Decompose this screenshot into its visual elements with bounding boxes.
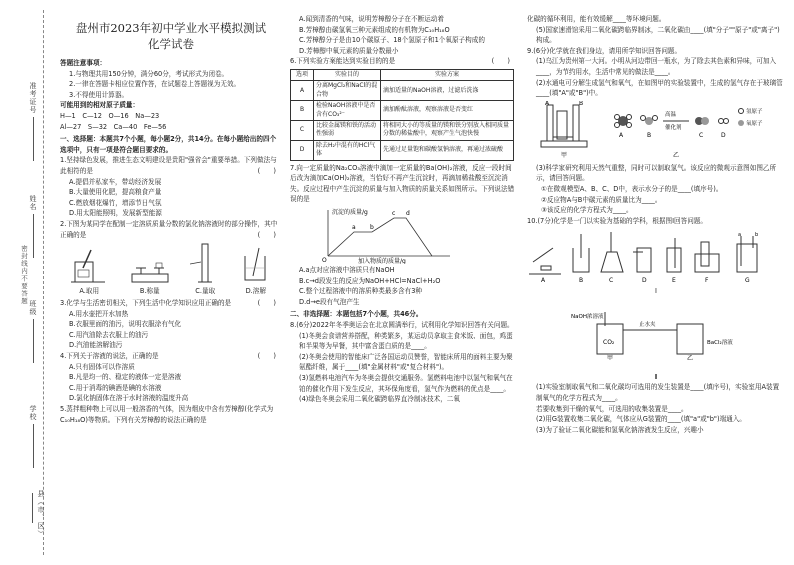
field-class[interactable]: 班级 (28, 300, 38, 363)
graph-ylabel: 沉淀的质量/g (332, 209, 368, 216)
table-header-row: 选项 实验目的 实验方案 (291, 69, 514, 80)
question-7: 7.向一定质量的Na₂CO₃溶液中滴加一定质量的Ba(OH)₂溶液，反应一段时间后改为滴加Ca(OH)₂溶液，当恰好不再产生沉淀时，再滴加稀盐酸至沉淀消失。反应过程中产生沉淀的质量与加入物质的质量关系如图所示。下列说法错误的是 (290, 163, 515, 204)
svg-text:F: F (705, 277, 709, 283)
option: C.用于消毒的碘酒是碘的水溶液 (69, 383, 162, 392)
atomic-mass-title: 可能用到的相对原子质量： (60, 101, 140, 110)
graph-point-label: b (370, 224, 374, 231)
answer-bracket[interactable]: ( ) (257, 230, 276, 239)
sub-question: (3)为了验证二氧化碳能和氢氧化钠溶液发生反应，兴趣小 (536, 425, 704, 434)
option: A.提倡并私家车，带动经济发展 (69, 177, 162, 186)
option: D.氯化钠固体在溶于水时溶液的温度升高 (69, 394, 189, 403)
option: A.闻到清香的气味，说明芳樟醇分子在不断运动着 (299, 15, 444, 23)
question-4: 4.下列关于溶液的说法，正确的是 ( ) (60, 351, 282, 362)
figure-take: A.取用 (69, 248, 109, 297)
svg-text:A: A (541, 277, 546, 283)
question-8: 8.(6分)2022年冬季奥运会在北京圆满举行，试利用化学知识回答有关问题。 (290, 320, 514, 329)
field-county[interactable]: 县（市、区） (28, 490, 46, 565)
q10-apparatus-2 (527, 310, 785, 370)
svg-text:B: B (647, 131, 652, 139)
figure-weigh: B.称量 (128, 248, 172, 297)
svg-text:C: C (699, 131, 704, 139)
label-naoh: NaOH浓溶液 (571, 314, 604, 321)
graph-point-label: a (352, 224, 356, 231)
graph-xlabel: 加入物质的质量/g (358, 258, 406, 264)
sub-question: (2)用G装置收集二氧化碳，气体应从G装置的____(填"a"或"b")端通入。 (536, 415, 746, 424)
fig-label-yi: 乙 (673, 151, 680, 159)
atomic-mass-line: Al—27 S—32 Ca—40 Fe—56 (60, 122, 167, 131)
notice-item: 1.与物理共用150分钟，满分60分，考试形式为闭卷。 (69, 69, 229, 78)
binding-dashed-line (43, 10, 44, 555)
sub-question: (1)冬奥会食谱营养搭配，种类繁多，某运动员拿取主食米饭、面包，鸡蛋和半果等为早餐，其中富含蛋白质的是____。 (299, 331, 513, 351)
field-school[interactable]: 学校 (28, 405, 38, 468)
answer-bracket[interactable]: ( ) (257, 352, 276, 361)
svg-text:D: D (642, 277, 647, 283)
graph-point-label: c (392, 210, 396, 217)
svg-text:C: C (609, 277, 614, 283)
fig-1-label: Ⅰ (655, 286, 657, 295)
sub-question: ③该反应的化学方程式为____。 (541, 206, 633, 215)
section-1-heading: 一、选择题：本题共7个小题，每小题2分，共14分。在每小题给出的四个选项中，只有一项是符合题目要求的。 (60, 135, 277, 154)
question-2: 2.下图为某同学在配制一定溶质质量分数的氯化钠溶液时的部分操作，其中正确的是 ( ) (60, 219, 282, 240)
fig-label-jia: 甲 (561, 151, 568, 159)
table-row: C 比较金属镁和铁的活动性强弱 将相同大小的等质量的镁和铁分别放入相同质量分数的稀盐酸中，观察产生气泡快慢 (291, 121, 514, 141)
answer-bracket[interactable]: ( ) (491, 57, 510, 66)
option: D.芳樟醇中氧元素的质量分数最小 (299, 46, 399, 55)
table-row: D 除去H₂中混有的HCl气体 先通过足量饱和碳酸氢钠溶液，再通过浓硫酸 (291, 140, 514, 160)
column-3 (527, 14, 785, 435)
option: D.用太阳能照明，发展新型能源 (69, 209, 162, 218)
exam-title: 盘州市2023年初中学业水平模拟测试 (75, 21, 267, 35)
table-row: B 检验NaOH溶液中是否含有CO₃²⁻ 滴加酚酞溶液，观察溶液是否变红 (291, 101, 514, 121)
q10-apparatus-1 (527, 228, 785, 308)
svg-text:E: E (672, 277, 676, 283)
option: A.只有固体可以作溶质 (69, 362, 135, 371)
sub-question: ①在微观模型A、B、C、D中，表示水分子的是____(填序号)。 (541, 184, 723, 193)
label-co2: CO₂ (603, 339, 615, 347)
graph-point-label: d (406, 210, 410, 217)
option: A.用水壶把开水加热 (69, 309, 129, 318)
answer-bracket[interactable]: ( ) (257, 166, 276, 175)
option: B.c→d段发生的反应为NaOH+HCl=NaCl+H₂O (299, 276, 441, 285)
svg-text:G: G (745, 277, 750, 283)
option: B.衣服里面的油污，说明衣服涂有气化 (69, 320, 182, 329)
question-9: 9.(6分)化学就在我们身边，请用所学知识回答问题。 (527, 46, 682, 55)
sub-question: 若要收集到干燥的氧气，可选用的收集装置是____。 (536, 404, 688, 413)
svg-text:a: a (738, 232, 742, 239)
q7-graph (314, 206, 516, 264)
sealing-line-note: 密封线内不要答题 (20, 245, 28, 305)
option: D.汽油能溶解油污 (69, 341, 123, 350)
svg-text:D: D (721, 131, 726, 139)
option: A.a点对应溶液中溶质只有NaOH (299, 266, 395, 274)
sub-question: (5)国家速滑馆采用二氧化碳跨临界制冰，二氧化碳由____(填"分子""原子"或"离子")构成。 (536, 25, 780, 45)
question-10: 10.(7分)化学是一门以实验为基础的学科，根据图Ⅰ回答问题。 (527, 216, 708, 225)
label-yi: 乙 (687, 355, 694, 361)
question-3: 3.化学与生活密切相关，下列生活中化学知识应用正确的是 ( ) (60, 298, 282, 309)
column-2 (290, 14, 516, 405)
option: D.d→e段有气泡产生 (299, 297, 360, 306)
q9-figures (527, 101, 785, 161)
option: C.芳樟醇分子是由10个碳原子、18个氢原子和1个氧原子构成的 (299, 36, 485, 45)
sub-question: (3)氢燃料电池汽车为冬奥会提供交通服务。氢燃料电池中以氢气和氧气在铂的催化作用下发生反应，其环保角度看，氢气作为燃料的优点是____。 (299, 373, 513, 393)
q6-table (290, 69, 514, 161)
section-2-heading: 二、非选择题：本题包括7个小题，共46分。 (290, 310, 423, 319)
notice-item: 3.不得使用计算器。 (69, 90, 129, 99)
fig-2-label: Ⅱ (654, 373, 658, 382)
fig-label-high-temp: 高温 (665, 111, 677, 118)
question-6: 6.下列实验方案能达到实验目的的是 ( ) (290, 56, 516, 67)
sub-question: (1)实验室制取氧气和二氧化碳均可选用的发生装置是____(填序号)，实验室用A装置制氧气的化学方程式为____。 (536, 383, 780, 402)
label-jia: 甲 (607, 355, 614, 361)
binding-margin (0, 0, 58, 565)
svg-text:b: b (755, 232, 759, 239)
answer-bracket[interactable]: ( ) (257, 299, 276, 308)
sub-question: (3)科学家研究利用天然气重整，同时可以制取氢气。该反应的微观示意图如图乙所示，请回答问题。 (536, 163, 777, 183)
option: B.凡是均一的、稳定的液体一定是溶液 (69, 373, 182, 382)
option: B.大量使用化肥，提高粮食产量 (69, 188, 162, 197)
option: B.芳樟醇由碳氢氧三种元素组成的有机物为C₁₀H₁₈O (299, 25, 450, 34)
svg-text:B: B (579, 277, 584, 283)
legend-o-atom: 氧原子 (746, 120, 763, 127)
svg-text:A: A (619, 131, 624, 139)
notice-item: 2.一律在答题卡相应位置作答，在试题卷上答题视为无效。 (69, 80, 241, 89)
graph-point-label: O (322, 257, 327, 264)
notice-title: 答题注意事项： (60, 59, 107, 67)
legend-h-atom: 氢原子 (746, 108, 763, 115)
atomic-mass-line: H—1 C—12 O—16 Na—23 (60, 111, 160, 120)
sub-question: ②反应物A与B中碳元素的质量比为____。 (541, 195, 662, 204)
sub-question: (1)乌江为贵州第一大河。小明从河边带回一瓶水，为了除去其色素和异味，可加入____，为节约用水，生活中常见的做法是____。 (536, 57, 777, 76)
svg-text:A: A (545, 100, 550, 107)
question-1: 1.坚持绿色发展，推进生态文明建设是贵阳"强省会"重要举措。下列做法与此相符的是 ( ) (60, 155, 282, 176)
column-1 (60, 14, 282, 425)
q2-figures (60, 242, 282, 296)
table-row: A 分离MgCl₂和NaCl的混合物 滴加适量的NaOH溶液，过滤后洗涤 (291, 81, 514, 101)
figure-dissolve: D.溶解 (239, 246, 273, 297)
label-bacl2: BaCl₂溶液 (707, 340, 733, 347)
option: C.用汽油除去衣服上的油污 (69, 330, 149, 339)
sub-question: (2)水通电可分解生成氢气和氧气，在如图甲的实验装置中，生成的氢气存在于玻璃管____(填"A"或"B")中。 (536, 78, 783, 98)
question-5: 5.蒸拌粗种物上可以用一般溶香的气体，因为烟皮中含有芳樟醇(化学式为C₁₀H₁₈O)等物质。下列有关芳樟醇的说法正确的是 (60, 405, 274, 424)
option: C.整个过程溶液中的溶质种类最多含有3种 (299, 287, 422, 296)
label-clamp: 止水夹 (639, 322, 656, 329)
q8-continued: 化碳的循环利用，能有效缓解____等环境问题。 (527, 15, 666, 23)
sub-question: (2)冬奥会使用的智能床广泛各国运动员赞誉，智能床所用的面料主要为聚氨酯纤维，属于____(填"金属材料"或"复合材料")。 (299, 352, 513, 372)
sub-question: (4)绿色冬奥会采用二氧化碳跨临界直冷制冰技术，二氧 (299, 395, 460, 404)
fig-label-catalyst: 催化剂 (665, 124, 682, 131)
field-name[interactable]: 姓名 (28, 195, 38, 258)
svg-text:B: B (579, 100, 584, 107)
option: C.燃放烟花爆竹，增添节日气氛 (69, 198, 162, 207)
figure-measure: C.量取 (190, 242, 220, 297)
field-exam-number[interactable]: 准考证号 (28, 82, 38, 161)
exam-subtitle: 化学试卷 (148, 37, 194, 51)
